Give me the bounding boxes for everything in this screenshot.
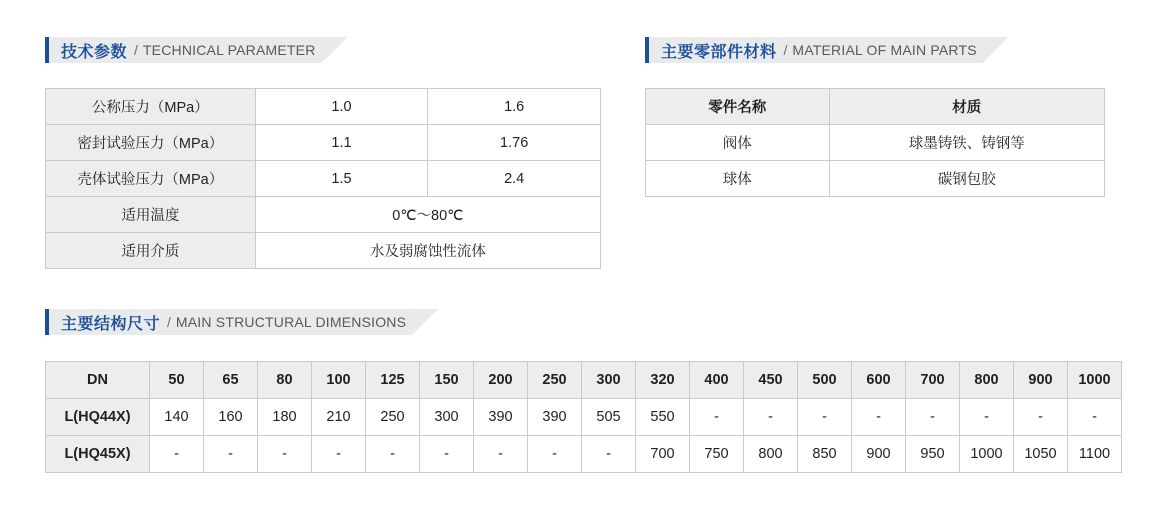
dim-cell-dn: 900 <box>1014 362 1068 399</box>
dim-cell-hq45x: - <box>312 436 366 473</box>
dim-cell-hq44x: 300 <box>420 399 474 436</box>
section-heading-dimensions-tail <box>412 309 438 335</box>
section-heading-material-cn: 主要零部件材料 <box>661 43 777 61</box>
dim-cell-dn: 300 <box>582 362 636 399</box>
dim-cell-hq44x: - <box>960 399 1014 436</box>
section-heading-material-en: MATERIAL OF MAIN PARTS <box>792 42 977 58</box>
tp-row-label: 适用温度 <box>46 197 256 233</box>
dim-cell-dn: 1000 <box>1068 362 1122 399</box>
dim-cell-hq45x: - <box>474 436 528 473</box>
table-row-hq44x <box>46 399 1122 436</box>
technical-parameter-table <box>45 88 601 269</box>
tp-row-value-1: 1.1 <box>255 125 428 161</box>
dim-cell-dn: 700 <box>906 362 960 399</box>
table-row <box>46 89 601 125</box>
dim-cell-hq44x: 550 <box>636 399 690 436</box>
main-structural-dimensions-table <box>45 361 1122 473</box>
tp-row-value-2: 1.76 <box>428 125 601 161</box>
dim-cell-hq45x: - <box>420 436 474 473</box>
dim-row-label-hq45x: L(HQ45X) <box>46 436 150 473</box>
table-row-dn <box>46 362 1122 399</box>
section-heading-dimensions-separator: / <box>167 314 171 330</box>
section-heading-technical-tail <box>322 37 348 63</box>
dim-cell-dn: 100 <box>312 362 366 399</box>
table-row-hq45x <box>46 436 1122 473</box>
dim-cell-hq44x: 140 <box>150 399 204 436</box>
dim-cell-hq44x: - <box>1014 399 1068 436</box>
dim-cell-hq45x: 1100 <box>1068 436 1122 473</box>
dim-cell-hq44x: 250 <box>366 399 420 436</box>
dim-cell-hq44x: 210 <box>312 399 366 436</box>
dim-cell-dn: 320 <box>636 362 690 399</box>
section-heading-main-structural-dimensions <box>45 309 438 335</box>
tp-row-value-span: 水及弱腐蚀性流体 <box>255 233 600 269</box>
dim-cell-hq44x: - <box>690 399 744 436</box>
dim-cell-dn: 250 <box>528 362 582 399</box>
dim-cell-hq44x: 390 <box>528 399 582 436</box>
table-row <box>46 197 601 233</box>
dim-row-label-dn: DN <box>46 362 150 399</box>
tp-row-value-2: 1.6 <box>428 89 601 125</box>
section-heading-dimensions-en: MAIN STRUCTURAL DIMENSIONS <box>175 314 407 330</box>
mat-cell-material: 碳钢包胶 <box>829 161 1104 197</box>
section-heading-technical-separator: / <box>134 42 138 58</box>
mat-header-material: 材质 <box>829 89 1104 125</box>
dim-cell-dn: 450 <box>744 362 798 399</box>
table-header-row <box>646 89 1105 125</box>
dim-cell-hq45x: 1000 <box>960 436 1014 473</box>
dim-cell-dn: 65 <box>204 362 258 399</box>
section-heading-dimensions-bar <box>49 309 412 335</box>
dim-cell-dn: 50 <box>150 362 204 399</box>
tp-row-label: 壳体试验压力（MPa） <box>46 161 256 197</box>
tp-row-value-2: 2.4 <box>428 161 601 197</box>
dim-cell-hq45x: 850 <box>798 436 852 473</box>
tp-row-label: 适用介质 <box>46 233 256 269</box>
dim-cell-hq44x: - <box>852 399 906 436</box>
mat-header-part-name: 零件名称 <box>646 89 830 125</box>
dim-cell-hq44x: - <box>906 399 960 436</box>
table-row <box>46 233 601 269</box>
dim-cell-hq44x: 505 <box>582 399 636 436</box>
table-row <box>646 161 1105 197</box>
dim-cell-hq44x: 390 <box>474 399 528 436</box>
section-heading-dimensions-cn: 主要结构尺寸 <box>61 315 161 333</box>
mat-cell-part-name: 阀体 <box>646 125 830 161</box>
dim-cell-hq44x: - <box>744 399 798 436</box>
table-row <box>46 125 601 161</box>
section-heading-technical-en: TECHNICAL PARAMETER <box>142 42 316 58</box>
dim-cell-dn: 200 <box>474 362 528 399</box>
section-heading-material-separator: / <box>783 42 788 58</box>
dim-cell-hq45x: - <box>528 436 582 473</box>
mat-cell-material: 球墨铸铁、铸钢等 <box>829 125 1104 161</box>
dim-cell-hq45x: 800 <box>744 436 798 473</box>
dim-cell-hq45x: - <box>366 436 420 473</box>
section-heading-technical-parameter <box>45 37 348 63</box>
dim-cell-hq45x: 900 <box>852 436 906 473</box>
section-heading-material-of-main-parts <box>645 37 1009 63</box>
section-heading-technical-bar <box>49 37 322 63</box>
dim-cell-hq45x: - <box>582 436 636 473</box>
dim-cell-hq45x: - <box>258 436 312 473</box>
dim-cell-dn: 800 <box>960 362 1014 399</box>
tp-row-value-1: 1.0 <box>255 89 428 125</box>
tp-row-label: 公称压力（MPa） <box>46 89 256 125</box>
dim-cell-dn: 150 <box>420 362 474 399</box>
dim-cell-dn: 500 <box>798 362 852 399</box>
dim-cell-hq45x: 750 <box>690 436 744 473</box>
dim-cell-hq44x: - <box>798 399 852 436</box>
section-heading-technical-cn: 技术参数 <box>61 43 128 61</box>
dim-row-label-hq44x: L(HQ44X) <box>46 399 150 436</box>
dim-cell-dn: 600 <box>852 362 906 399</box>
section-heading-material-bar <box>649 37 983 63</box>
dim-cell-dn: 400 <box>690 362 744 399</box>
dim-cell-hq44x: 160 <box>204 399 258 436</box>
tp-row-value-span: 0℃～80℃ <box>255 197 600 233</box>
material-of-main-parts-table <box>645 88 1105 197</box>
mat-cell-part-name: 球体 <box>646 161 830 197</box>
dim-cell-hq45x: - <box>150 436 204 473</box>
section-heading-material-tail <box>983 37 1009 63</box>
tp-row-value-1: 1.5 <box>255 161 428 197</box>
table-row <box>46 161 601 197</box>
dim-cell-hq45x: - <box>204 436 258 473</box>
dim-cell-dn: 125 <box>366 362 420 399</box>
dim-cell-hq44x: 180 <box>258 399 312 436</box>
table-row <box>646 125 1105 161</box>
dim-cell-dn: 80 <box>258 362 312 399</box>
dim-cell-hq45x: 950 <box>906 436 960 473</box>
tp-row-label: 密封试验压力（MPa） <box>46 125 256 161</box>
dim-cell-hq45x: 700 <box>636 436 690 473</box>
dim-cell-hq45x: 1050 <box>1014 436 1068 473</box>
dim-cell-hq44x: - <box>1068 399 1122 436</box>
